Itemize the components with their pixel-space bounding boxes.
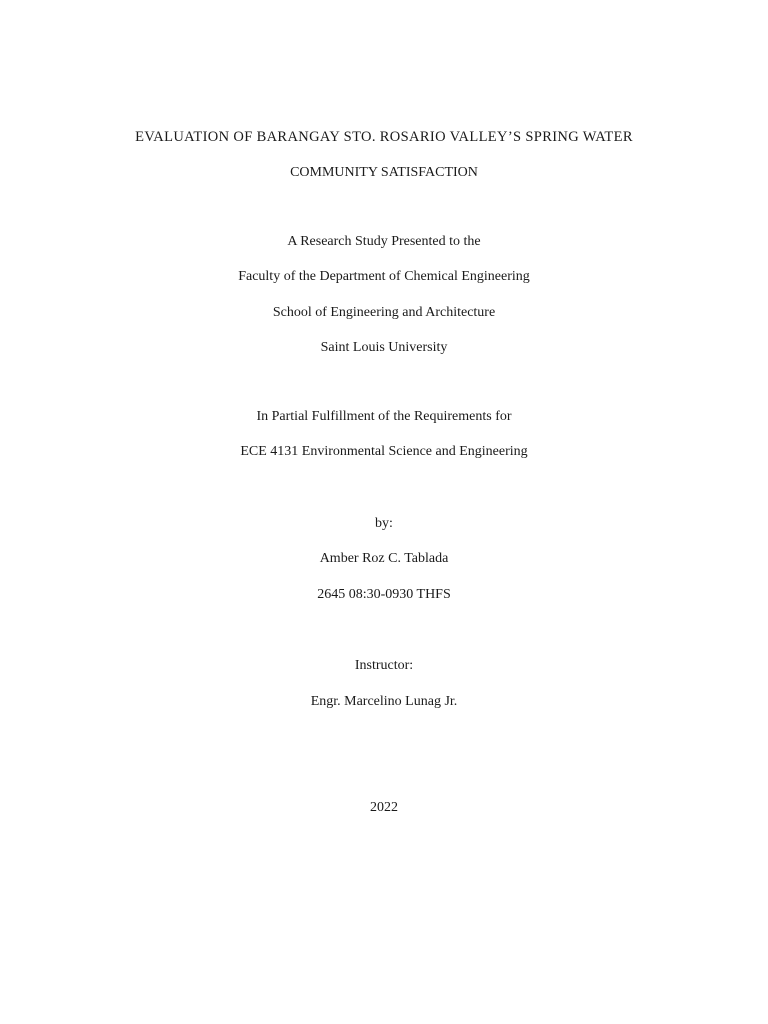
author-name: Amber Roz C. Tablada [319, 551, 449, 566]
instructor-name: Engr. Marcelino Lunag Jr. [310, 694, 458, 709]
university-line: Saint Louis University [320, 340, 448, 355]
instructor-label: Instructor: [354, 658, 414, 673]
author-schedule: 2645 08:30-0930 THFS [317, 587, 451, 602]
faculty-line: Faculty of the Department of Chemical Engineering [238, 269, 530, 284]
by-label: by: [375, 516, 393, 531]
title-line-2: COMMUNITY SATISFACTION [290, 165, 478, 180]
title-line-1: EVALUATION OF BARANGAY STO. ROSARIO VALLEY’S SPRING WATER [135, 129, 633, 145]
school-line: School of Engineering and Architecture [272, 305, 496, 320]
course-line: ECE 4131 Environmental Science and Engineering [240, 444, 528, 459]
fulfillment-line: In Partial Fulfillment of the Requirements for [256, 409, 512, 424]
presented-to-line: A Research Study Presented to the [287, 234, 481, 249]
year: 2022 [370, 800, 398, 815]
